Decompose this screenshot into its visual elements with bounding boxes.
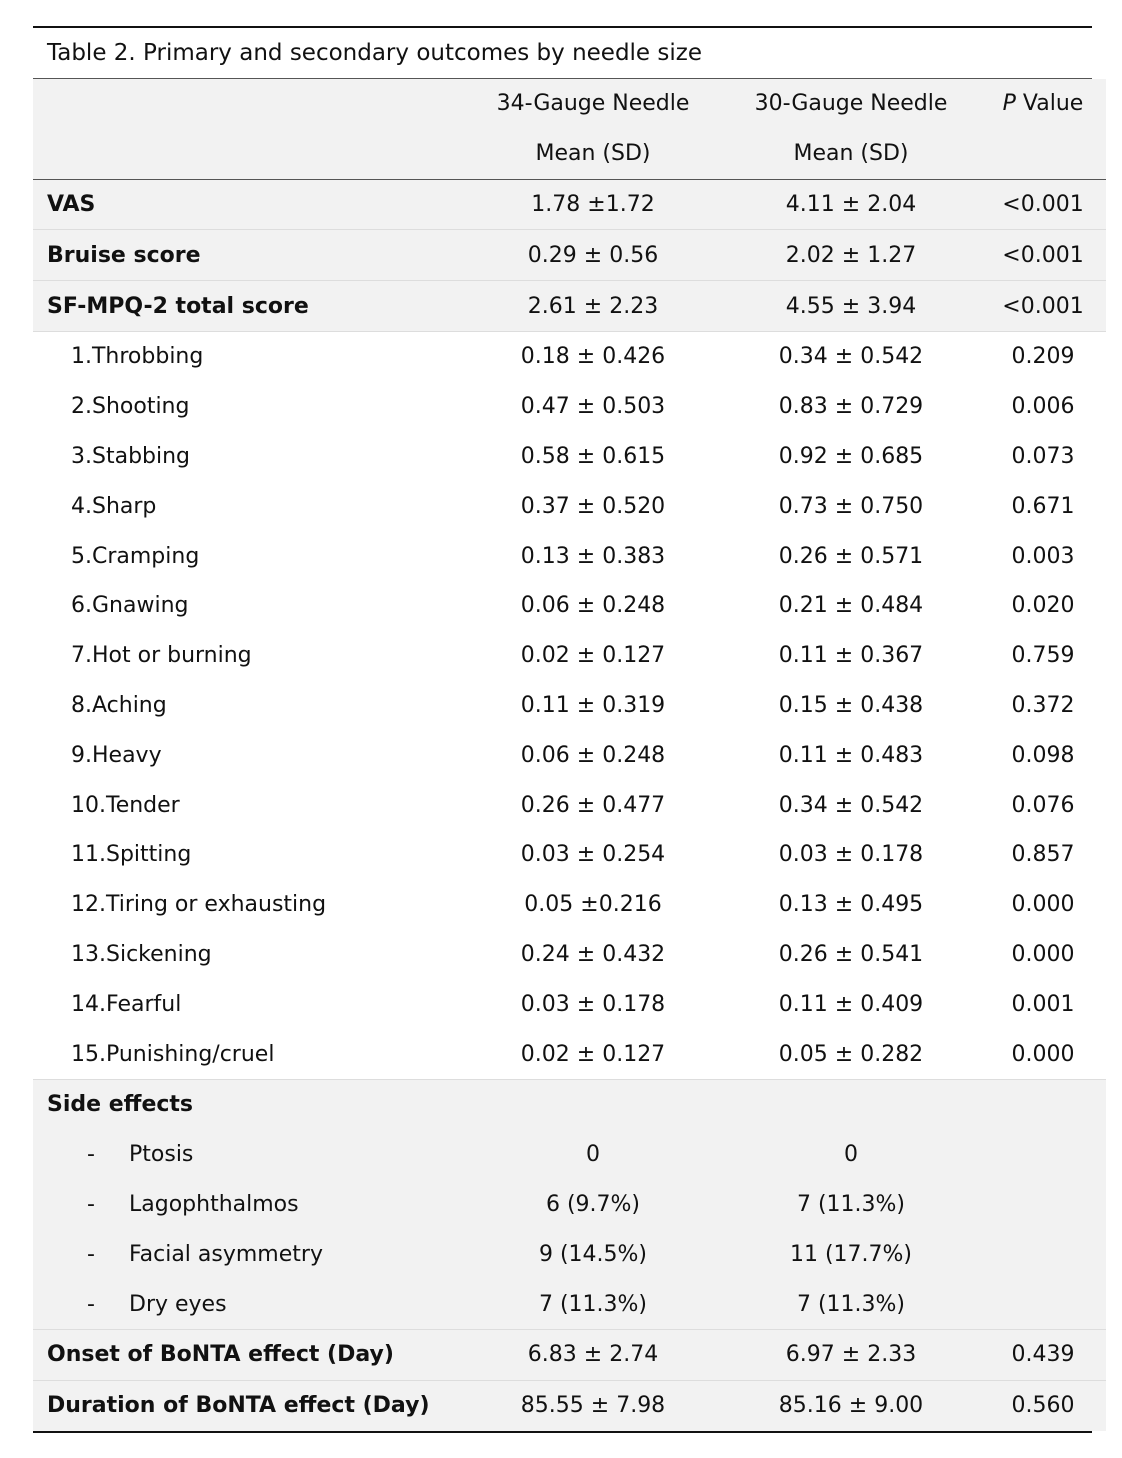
header-row — [33, 79, 1106, 129]
cell-34: 0.05 ±0.216 — [524, 892, 662, 918]
item-label: 6.Gnawing — [71, 593, 189, 619]
side-effect-label: - Lagophthalmos — [33, 1180, 464, 1230]
cell-30: 0.26 ± 0.541 — [778, 941, 924, 967]
table-row-vas — [33, 179, 1106, 230]
header-subrow — [33, 129, 1106, 179]
cell-30: 0 — [844, 1142, 858, 1168]
cell-34: 0.02 ± 0.127 — [520, 643, 666, 669]
dash-bullet: - — [87, 1142, 95, 1168]
header-34-gauge: 34-Gauge Needle — [496, 91, 690, 117]
header-p-rest: Value — [1015, 91, 1084, 117]
cell-p: 0.006 — [1011, 394, 1075, 420]
cell-34: 1.78 ±1.72 — [464, 179, 722, 230]
cell-34: 0.06 ± 0.248 — [520, 593, 666, 619]
cell-34: 0.29 ± 0.56 — [464, 230, 722, 281]
table-row — [33, 382, 1106, 432]
cell-p: 0.372 — [1011, 692, 1075, 718]
cell-34: 0.58 ± 0.615 — [520, 443, 666, 469]
cell-30: 4.55 ± 3.94 — [722, 281, 980, 332]
header-mean-sd-30: Mean (SD) — [722, 129, 980, 179]
cell-30: 0.92 ± 0.685 — [778, 443, 924, 469]
cell-p: 0.560 — [1011, 1393, 1075, 1419]
table-row — [33, 1029, 1106, 1079]
item-label: 14.Fearful — [71, 991, 182, 1017]
row-label: SF-MPQ-2 total score — [33, 281, 464, 332]
cell-34: 0.02 ± 0.127 — [464, 1029, 722, 1079]
header-p-italic: P — [1002, 91, 1016, 117]
header-30-gauge: 30-Gauge Needle — [754, 91, 948, 117]
cell-p: 0.000 — [1011, 892, 1075, 918]
table-row — [33, 681, 1106, 731]
cell-34: 0.26 ± 0.477 — [520, 792, 666, 818]
table-row — [33, 880, 1106, 930]
item-label: 9.Heavy — [71, 742, 162, 768]
table-row — [33, 481, 1106, 531]
cell-34: 6 (9.7%) — [545, 1191, 641, 1217]
side-effects-label: Side effects — [47, 1092, 194, 1118]
table-caption: Table 2. Primary and secondary outcomes by needle size — [33, 28, 1092, 79]
cell-p: 0.020 — [1011, 593, 1075, 619]
side-effects-header-row — [33, 1079, 1106, 1129]
side-effect-label: - Dry eyes — [33, 1279, 464, 1329]
cell-p: 0.073 — [1011, 443, 1075, 469]
dash-bullet: - — [87, 1291, 95, 1317]
cell-30: 0.11 ± 0.367 — [778, 643, 924, 669]
cell-30: 7 (11.3%) — [796, 1191, 906, 1217]
row-label: Bruise score — [33, 230, 464, 281]
table-row — [33, 331, 1106, 381]
side-effect-row — [33, 1180, 1106, 1230]
cell-30: 0.03 ± 0.178 — [778, 842, 924, 868]
cell-p: <0.001 — [980, 281, 1106, 332]
cell-30: 6.97 ± 2.33 — [722, 1329, 980, 1380]
dash-bullet: - — [87, 1241, 95, 1267]
header-mean-sd-34: Mean (SD) — [464, 129, 722, 179]
item-label: 11.Spitting — [71, 842, 192, 868]
cell-30: 0.83 ± 0.729 — [778, 394, 924, 420]
cell-34: 2.61 ± 2.23 — [464, 281, 722, 332]
table-row — [33, 531, 1106, 581]
table-row — [33, 780, 1106, 830]
cell-30: 4.11 ± 2.04 — [722, 179, 980, 230]
cell-30: 0.21 ± 0.484 — [778, 593, 924, 619]
cell-p: 0.209 — [1011, 344, 1075, 370]
cell-30: 0.34 ± 0.542 — [778, 792, 924, 818]
cell-p: <0.001 — [980, 230, 1106, 281]
cell-30: 85.16 ± 9.00 — [778, 1393, 924, 1419]
item-label: 10.Tender — [71, 792, 180, 818]
header-p-value — [980, 79, 1106, 129]
cell-34: 9 (14.5%) — [538, 1241, 648, 1267]
table-row-onset — [33, 1329, 1106, 1380]
cell-p: 0.000 — [1011, 941, 1075, 967]
cell-34: 0.47 ± 0.503 — [520, 394, 666, 420]
cell-p: 0.439 — [980, 1329, 1106, 1380]
cell-30: 0.05 ± 0.282 — [722, 1029, 980, 1079]
cell-30: 0.26 ± 0.571 — [778, 543, 924, 569]
header-empty-cell — [33, 79, 464, 129]
table-row — [33, 730, 1106, 780]
table-row-sfmpq — [33, 281, 1106, 332]
item-label: 15.Punishing/cruel — [33, 1029, 464, 1079]
cell-p: 0.857 — [1011, 842, 1075, 868]
row-label: VAS — [33, 179, 464, 230]
item-label: 3.Stabbing — [71, 443, 191, 469]
row-label: Onset of BoNTA effect (Day) — [33, 1329, 464, 1380]
item-label: 12.Tiring or exhausting — [71, 892, 327, 918]
cell-30: 11 (17.7%) — [789, 1241, 913, 1267]
cell-34: 0.06 ± 0.248 — [520, 742, 666, 768]
table-row-bruise — [33, 230, 1106, 281]
cell-30: 0.15 ± 0.438 — [778, 692, 924, 718]
cell-34: 0.11 ± 0.319 — [520, 692, 666, 718]
cell-p: 0.001 — [1011, 991, 1075, 1017]
cell-34: 0.37 ± 0.520 — [520, 493, 666, 519]
cell-34: 85.55 ± 7.98 — [520, 1393, 666, 1419]
cell-34: 6.83 ± 2.74 — [464, 1329, 722, 1380]
dash-bullet: - — [87, 1191, 95, 1217]
cell-34: 0.24 ± 0.432 — [520, 941, 666, 967]
cell-p: 0.076 — [1011, 792, 1075, 818]
table-row — [33, 830, 1106, 880]
table-row — [33, 631, 1106, 681]
item-label: 5.Cramping — [71, 543, 200, 569]
side-effect-row — [33, 1130, 1106, 1180]
item-label: 2.Shooting — [71, 394, 190, 420]
cell-30: 2.02 ± 1.27 — [722, 230, 980, 281]
cell-30: 0.13 ± 0.495 — [778, 892, 924, 918]
cell-34: 0 — [586, 1142, 600, 1168]
table-row — [33, 930, 1106, 980]
cell-p: 0.098 — [1011, 742, 1075, 768]
cell-p: 0.671 — [1011, 493, 1075, 519]
cell-p: 0.759 — [1011, 643, 1075, 669]
table-row-duration — [33, 1380, 1106, 1430]
side-effect-label: - Ptosis — [33, 1130, 464, 1180]
item-label: 4.Sharp — [71, 493, 157, 519]
side-effect-row — [33, 1279, 1106, 1329]
cell-34: 0.03 ± 0.254 — [520, 842, 666, 868]
cell-34: 0.03 ± 0.178 — [520, 991, 666, 1017]
outcomes-table — [33, 79, 1106, 1431]
cell-30: 0.11 ± 0.409 — [778, 991, 924, 1017]
row-label: Duration of BoNTA effect (Day) — [47, 1393, 430, 1419]
cell-34: 0.13 ± 0.383 — [520, 543, 666, 569]
cell-p: 0.000 — [980, 1029, 1106, 1079]
cell-p: <0.001 — [980, 179, 1106, 230]
cell-34: 7 (11.3%) — [464, 1279, 722, 1329]
cell-p: 0.003 — [1011, 543, 1075, 569]
cell-30: 0.73 ± 0.750 — [778, 493, 924, 519]
table-row — [33, 432, 1106, 482]
bottom-rule — [33, 1431, 1092, 1433]
item-label: 13.Sickening — [71, 941, 212, 967]
cell-30: 0.34 ± 0.542 — [778, 344, 924, 370]
table-row — [33, 581, 1106, 631]
item-label: 8.Aching — [71, 692, 167, 718]
side-effect-label: - Facial asymmetry — [33, 1229, 464, 1279]
cell-30: 7 (11.3%) — [722, 1279, 980, 1329]
table-row — [33, 979, 1106, 1029]
item-label: 7.Hot or burning — [71, 643, 252, 669]
item-label: 1.Throbbing — [71, 344, 204, 370]
outcomes-table-figure — [33, 26, 1092, 1433]
cell-34: 0.18 ± 0.426 — [520, 344, 666, 370]
cell-30: 0.11 ± 0.483 — [778, 742, 924, 768]
side-effect-row — [33, 1229, 1106, 1279]
